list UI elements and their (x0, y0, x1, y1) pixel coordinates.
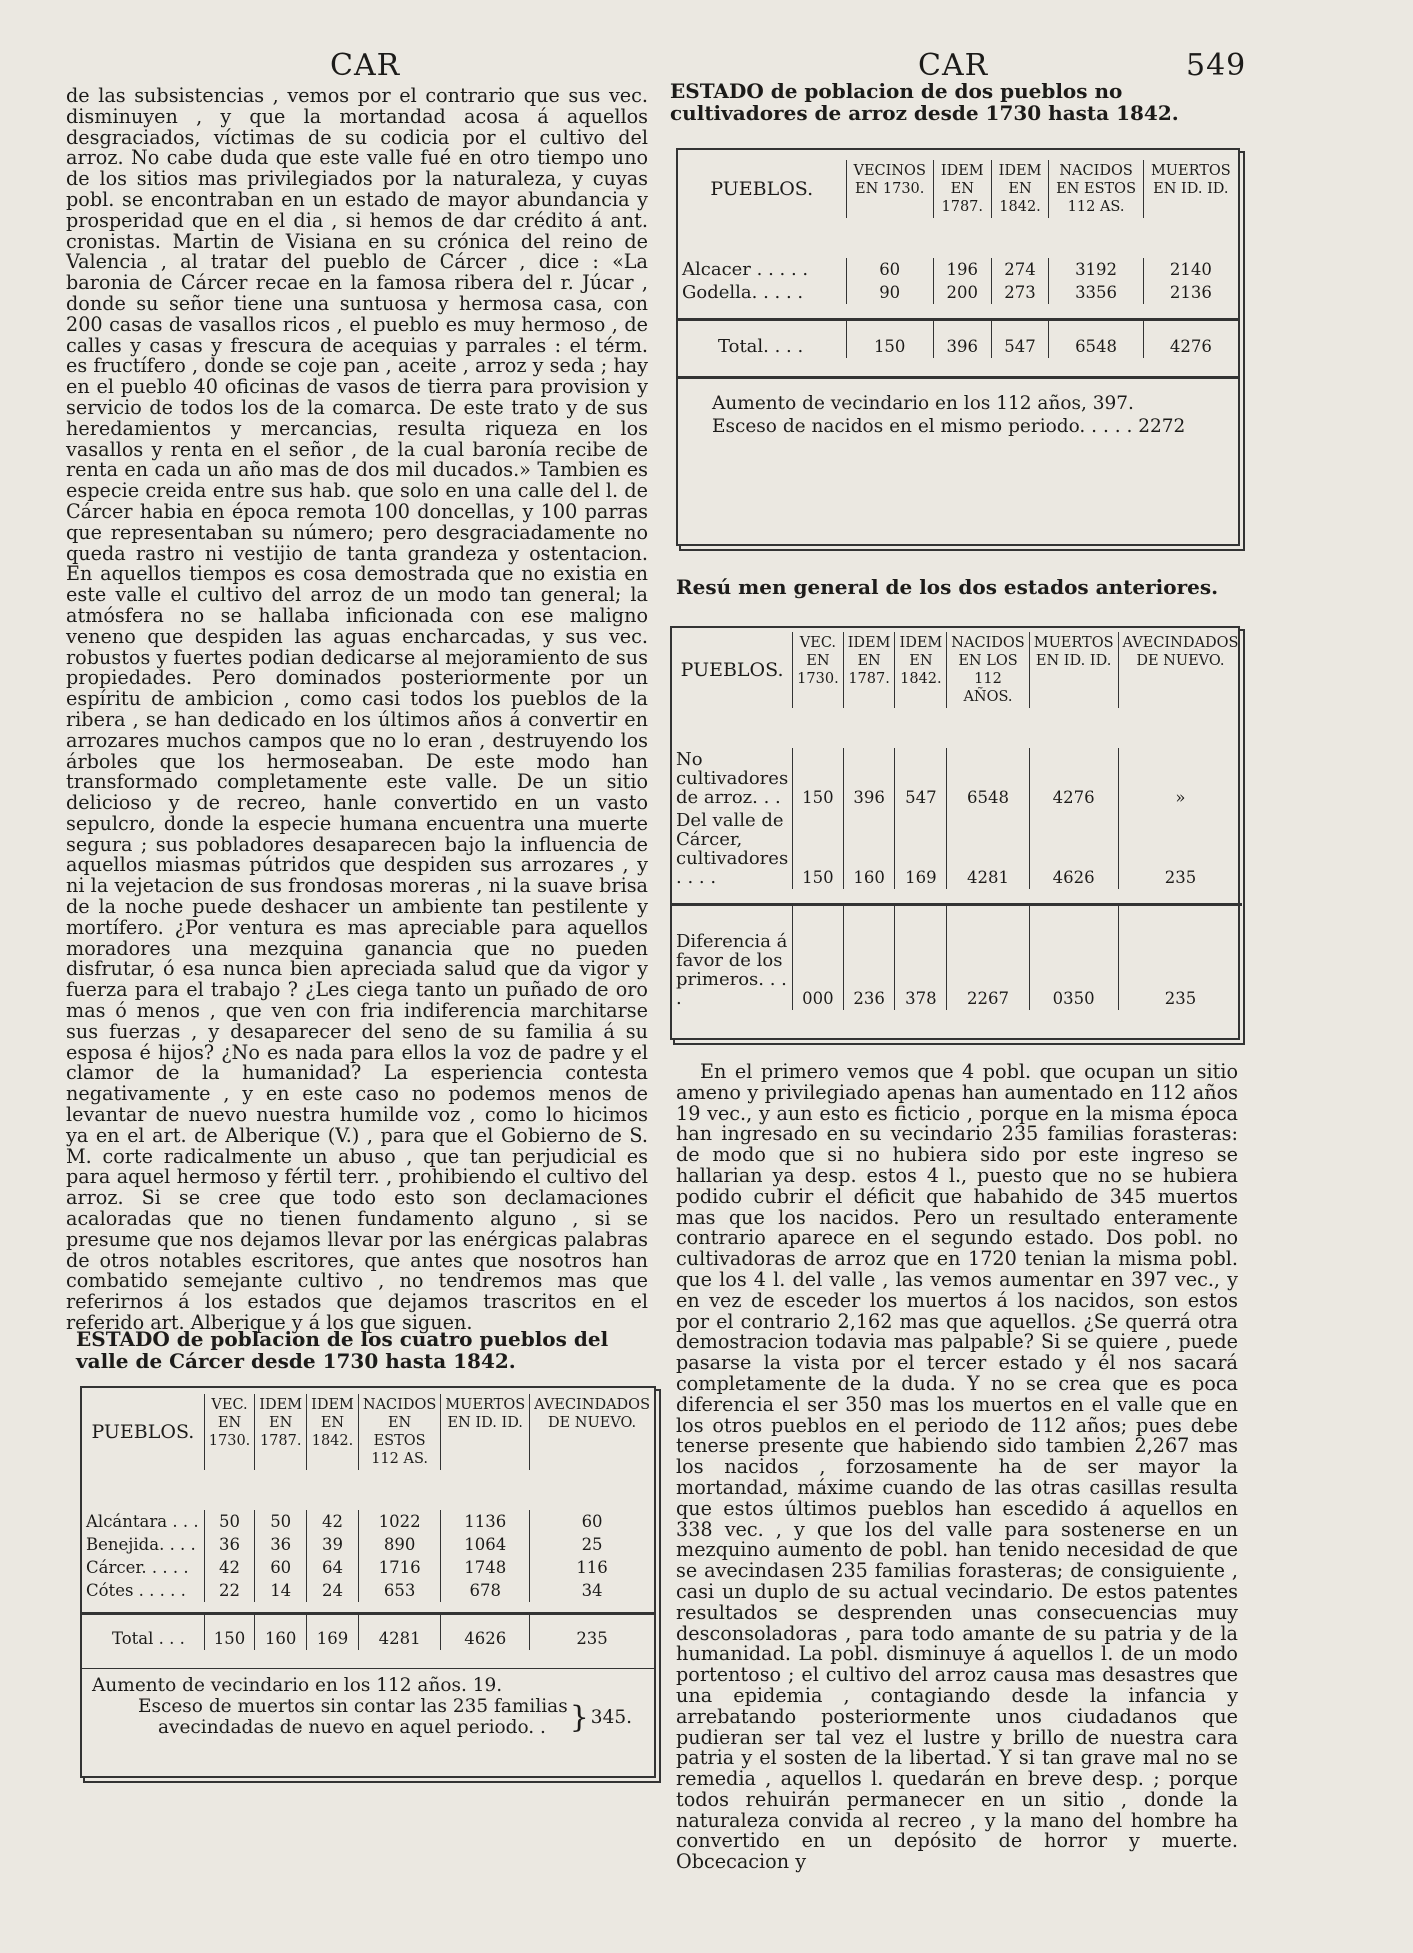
col-header: IDEM EN 1787. (843, 632, 895, 708)
col-header: MUERTOS EN ID. ID. (441, 1394, 530, 1470)
col-header-pueblos: PUEBLOS. (710, 178, 814, 200)
table-carcer (82, 1394, 654, 1650)
table-total-row: Total . . . 150 160 169 4281 4626 235 (82, 1615, 654, 1650)
col-header: IDEM EN 1842. (991, 160, 1049, 218)
note-2-line-b: avecindadas de nuevo en aquel periodo. . (158, 1717, 546, 1738)
col-header: IDEM EN 1842. (307, 1394, 359, 1470)
table-row: Alcacer . . . . . 60 196 274 3192 2140 (678, 258, 1238, 281)
table-resumen-title: Resú men general de los dos estados anteriores. (676, 575, 1219, 599)
right-column-text (676, 1062, 1238, 1873)
left-column-text (66, 86, 648, 1334)
table-carcer-box (80, 1386, 656, 1778)
table-row: Benejida. . . . 36 36 39 890 1064 25 (82, 1533, 654, 1556)
table-carcer-note-2 (138, 1696, 654, 1738)
table-resumen (672, 632, 1242, 1010)
table-row: Del valle de Cárcer, cultivadores . . . . 150 160 169 4281 4626 235 (672, 809, 1242, 889)
table-header-row (678, 160, 1238, 218)
col-header: IDEM EN 1842. (895, 632, 947, 708)
table-no-cultivadores-note-1: Aumento de vecindario en los 112 años, 397. (712, 393, 1134, 414)
col-header-pueblos: PUEBLOS. (680, 659, 784, 681)
left-paragraph: de las subsistencias , vemos por el contrario que sus vec. disminuyen , y que la mortandad acosa á aquellos desgraciados, víctimas de su codicia por el cultivo del arroz. No cabe duda que este valle fué en otro tiempo uno de los sitios mas privilegiados por la naturaleza, y cuyas pobl. se encontraban en un estado de mayor abundancia y prosperidad que en el dia , si hemos de dar crédito á ant. cronistas. Martin de Visiana en su crónica del reino de Valencia , al tratar del pueblo de Cárcer , dice : «La baronia de Cárcer recae en la famosa ribera del r. Júcar , donde su señor tiene una suntuosa y hermosa casa, con 200 casas de vasallos ricos , el pueblo es muy hermoso , de calles y casas y frescura de acequias y parrales : el térm. es fructífero , donde se coje pan , aceite , arroz y seda ; hay en el pueblo 40 oficinas de vasos de tierra para provision y servicio de todos los de la comarca. De este trato y de sus heredamientos y mercancias, resulta riqueza en los vasallos y renta en el señor , de la cual baronía recibe de renta en cada un año mas de dos mil ducados.» Tambien es especie creida entre sus hab. que solo en una calle del l. de Cárcer habia en época remota 100 doncellas, y 100 parras que representaban su número; pero desgraciadamente no queda rastro ni vestijio de tanta grandeza y ostentacion. En aquellos tiempos es cosa demostrada que no existia en este valle el cultivo del arroz de un modo tan general; la atmósfera no se hallaba inficionada con ese maligno veneno que despiden las aguas encharcadas, y sus vec. robustos y fuertes podian dedicarse al mejoramiento de sus propiedades. Pero dominados posteriormente por un espíritu de ambicion , como casi todos los pueblos de la ribera , se han dedicado en los últimos años á convertir en arrozares muchos campos que no lo eran , destruyendo los árboles que los hermoseaban. De este modo han transformado completamente este valle. De un sitio delicioso y de recreo, hanle convertido en un vasto sepulcro, donde la especie humana encuentra una muerte segura ; sus pobladores desaparecen bajo la influencia de aquellos miasmas pútridos que despiden sus arrozares , y ni la vejetacion de sus frondosas moreras , ni la suave brisa de la noche puede deshacer un ambiente tan pestilente y mortífero. ¿Por ventura es mas apreciable para aquellos moradores una mezquina ganancia que no pueden disfrutar, ó esa nunca bien apreciada salud que da vigor y fuerza para el trabajo ? ¿Les ciega tanto un puñado de oro mas ó menos , que ven con fria indiferencia marchitarse sus fuerzas , y desaparecer del seno de su familia á su esposa é hijos? ¿No es nada para ellos la voz de padre y el clamor de la humanidad? La esperiencia contesta negativamente , y en este caso no podemos menos de levantar de nuevo nuestra humilde voz , como lo hicimos ya en el art. de Alberique (V.) , para que el Gobierno de S. M. corte radicalmente un abuso , que tan perjudicial es para aquel hermoso y fértil terr. , prohibiendo el cultivo del arroz. Si se cree que todo esto son declamaciones acaloradas que no tienen fundamento alguno , si se presume que nos dejamos llevar por las enérgicas palabras de otros notables escritores, que antes que nosotros han combatido semejante cultivo , no tendremos mas que referirnos á los estados que dejamos trascritos en el referido art. Alberique y á los que siguen. (66, 84, 648, 1335)
col-header: MUERTOS EN ID. ID. (1029, 632, 1118, 708)
table-no-cultivadores-title: ESTADO de poblacion de dos pueblos no cultivadores de arroz desde 1730 hasta 1842. (670, 79, 1179, 125)
table-divider (82, 1668, 654, 1669)
table-carcer-title: ESTADO de poblacion de los cuatro pueblos del valle de Cárcer desde 1730 hasta 1842. (76, 1327, 609, 1373)
table-diff-row: Diferencia á favor de los primeros. . . . 000 236 378 2267 0350 235 (672, 906, 1242, 1010)
table-carcer-note-1: Aumento de vecindario en los 112 años. 19. (92, 1675, 503, 1696)
running-header-center: CAR (918, 48, 989, 83)
col-header: AVECINDADOS DE NUEVO. (1118, 632, 1242, 708)
table-row: Cárcer. . . . . 42 60 64 1716 1748 116 (82, 1556, 654, 1579)
col-header: NACIDOS EN LOS 112 AÑOS. (947, 632, 1029, 708)
col-header: IDEM EN 1787. (255, 1394, 307, 1470)
running-header-left: CAR (330, 48, 401, 83)
table-header-row (672, 632, 1242, 708)
col-header: VEC. EN 1730. (204, 1394, 255, 1470)
table-no-cultivadores-box (676, 148, 1240, 546)
table-no-cultivadores (678, 160, 1238, 358)
table-divider (678, 376, 1238, 379)
table-row: Cótes . . . . . 22 14 24 653 678 34 (82, 1579, 654, 1602)
right-paragraph: En el primero vemos que 4 pobl. que ocupan un sitio ameno y privilegiado apenas han aumentado en 112 años 19 vec., y aun esto es ficticio , porque en la misma época han ingresado en su vecindario 235 familias forasteras: de modo que si no hubiera sido por este ingreso se hallarian ya desp. estos 4 l., puesto que no se hubiera podido cubrir el déficit que habahido de 345 muertos mas que los nacidos. Pero un resultado enteramente contrario aparece en el segundo estado. Dos pobl. no cultivadoras de arroz que en 1720 tenian la misma pobl. que los 4 l. del valle , las vemos aumentar en 397 vec., y en vez de esceder los muertos á los nacidos, son estos por el contrario 2,162 mas que aquellos. ¿Se querrá otra demostracion todavia mas palpable? Si se quiere , puede pasarse la vista por el tercer estado y él nos sacará completamente de la duda. Y no se crea que es poca diferencia el ser 350 mas los muertos en el valle que en los otros pueblos en el periodo de 112 años; pues debe tenerse presente que habiendo sido tambien 2,267 mas los nacidos , forzosamente ha de ser mayor la mortandad, máxime cuando de las otras casillas resulta que estos últimos pueblos han escedido á aquellos en 338 vec. , y que los del valle para sostenerse en un mezquino aumento de pobl. han tenido necesidad de que se avecindasen 235 familias forasteras; de consiguiente , casi un duplo de su actual vecindario. De estos patentes resultados se desprenden unas consecuencias muy desconsoladoras , para todo amante de su patria y de la humanidad. La pobl. disminuye á aquellos l. de un modo portentoso ; el cultivo del arroz causa mas desastres que una epidemia , contagiando desde la infancia y arrebatando posteriormente unos ciudadanos que pudieran ser tal vez el lustre y brillo de nuestra cara patria y el sosten de la libertad. Y si tan grave mal no se remedia , aquellos l. quedarán en breve desp. ; porque todos rehuirán permanecer en un sitio , donde la naturaleza convida al recreo , y la mano del hombre ha convertido en un depósito de horror y muerte. Obcecacion y (676, 1060, 1238, 1874)
col-header: IDEM EN 1787. (933, 160, 991, 218)
col-header: VECINOS EN 1730. (846, 160, 933, 218)
col-header: NACIDOS EN ESTOS 112 AS. (358, 1394, 440, 1470)
table-row: Alcántara . . . 50 50 42 1022 1136 60 (82, 1510, 654, 1533)
table-no-cultivadores-note-2: Esceso de nacidos en el mismo periodo. . . . . 2272 (712, 416, 1186, 437)
col-header: NACIDOS EN ESTOS 112 AS. (1049, 160, 1143, 218)
note-2-line-a: Esceso de muertos sin contar las 235 familias (138, 1696, 568, 1717)
table-row: Godella. . . . . 90 200 273 3356 2136 (678, 281, 1238, 304)
brace-glyph: } (569, 1699, 589, 1735)
note-2-value: 345. (590, 1706, 632, 1728)
table-total-row: Total. . . . 150 396 547 6548 4276 (678, 321, 1238, 358)
col-header-pueblos: PUEBLOS. (91, 1421, 195, 1443)
table-resumen-box (670, 626, 1240, 1040)
col-header: AVECINDADOS DE NUEVO. (530, 1394, 654, 1470)
col-header: VEC. EN 1730. (793, 632, 844, 708)
table-row: No cultivadores de arroz. . . 150 396 547 6548 4276 » (672, 748, 1242, 809)
col-header: MUERTOS EN ID. ID. (1143, 160, 1238, 218)
table-header-row (82, 1394, 654, 1470)
page-number: 549 (1186, 48, 1247, 83)
note-2-text (138, 1696, 568, 1738)
